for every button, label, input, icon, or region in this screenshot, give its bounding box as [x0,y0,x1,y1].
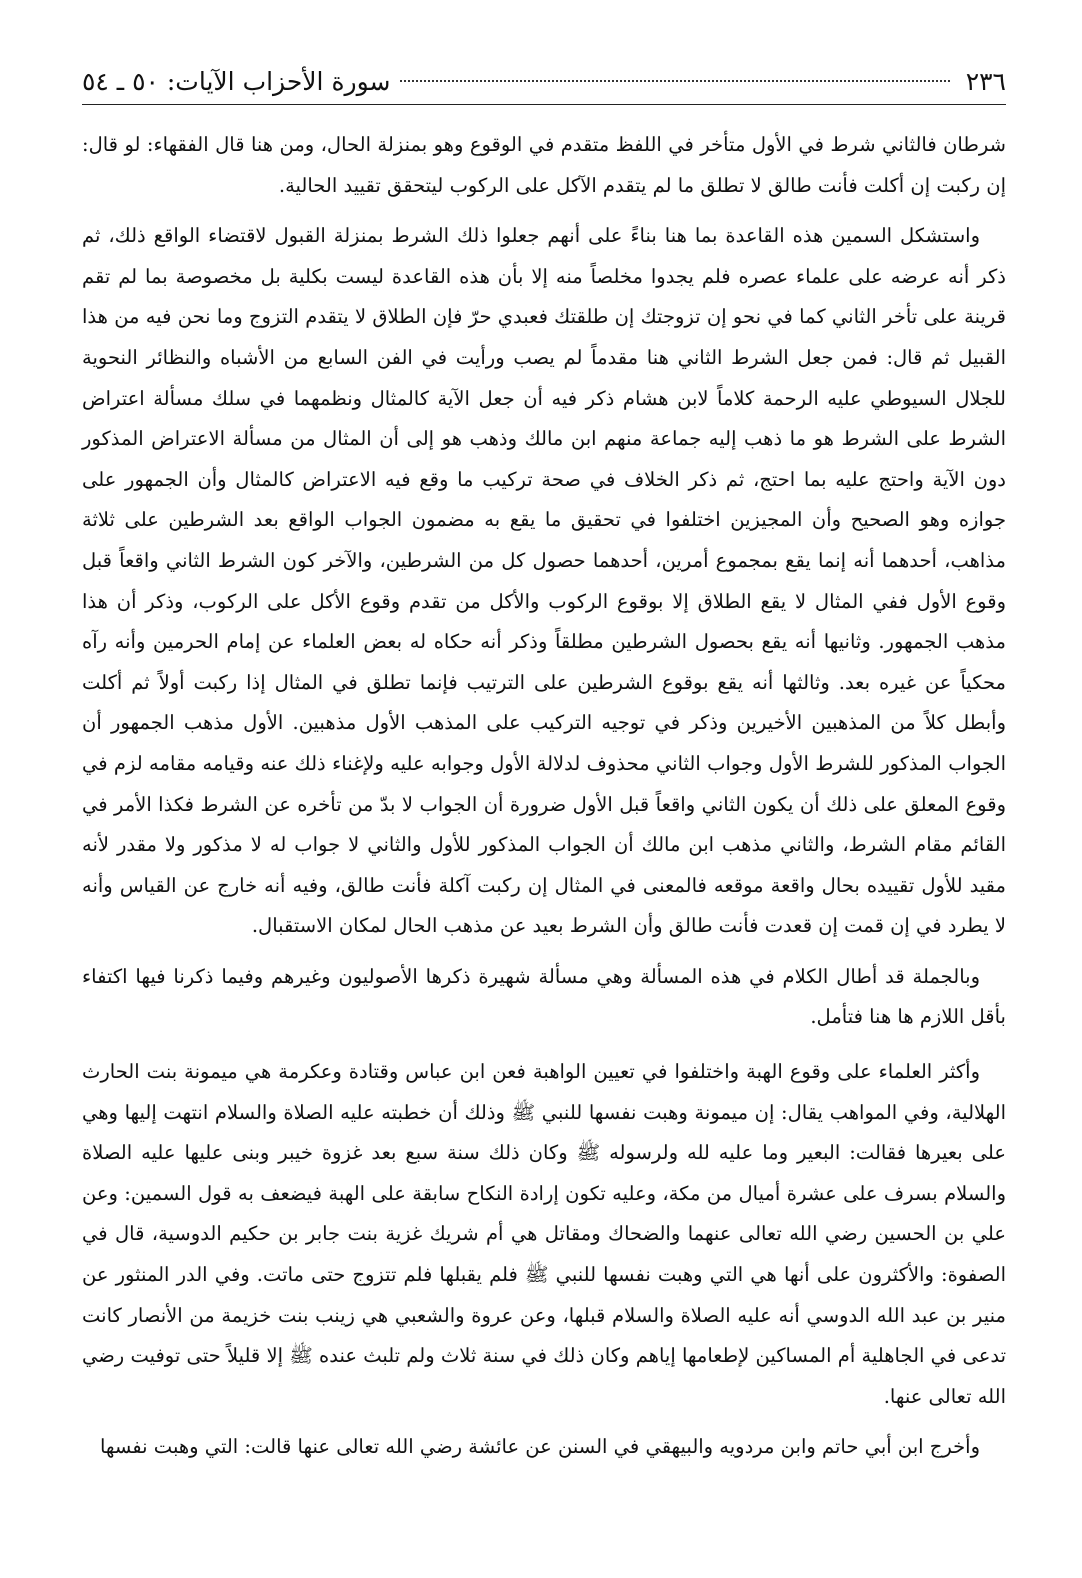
book-page [82,60,1006,1478]
paragraph: واستشكل السمين هذه القاعدة بما هنا بناءً على أنهم جعلوا ذلك الشرط بمنزلة القبول لاقتضاء الواقع ذلك، ثم ذكر أنه عرضه على علماء عصره فلم يجدوا مخلصاً منه إلا بأن هذه القاعدة ليست بكلية بل مخصوصة بما لم تقم قرينة على تأخر الثاني كما في نحو إن تزوجتك إن طلقتك فعبدي حرّ فإن الطلاق لا يتقدم التزوج وما نحن فيه من هذا القبيل ثم قال: فمن جعل الشرط الثاني هنا مقدماً لم يصب ورأيت في الفن السابع من الأشباه والنظائر النحوية للجلال السيوطي عليه الرحمة كلاماً لابن هشام ذكر فيه أن جعل الآية كالمثال ونظمهما في سلك مسألة اعتراض الشرط على الشرط هو ما ذهب إليه جماعة منهم ابن مالك وذهب هو إلى أن المثال من مسألة الاعتراض المذكور دون الآية واحتج عليه بما احتج، ثم ذكر الخلاف في صحة تركيب ما وقع فيه الاعتراض كالمثال وأن الجمهور على جوازه وهو الصحيح وأن المجيزين اختلفوا في تحقيق ما يقع به مضمون الجواب الواقع بعد الشرطين على ثلاثة مذاهب، أحدهما أنه إنما يقع بمجموع أمرين، أحدهما حصول كل من الشرطين، والآخر كون الشرط الثاني واقعاً قبل وقوع الأول ففي المثال لا يقع الطلاق إلا بوقوع الركوب والأكل من تقدم وقوع الأكل على الركوب، وذكر أن هذا مذهب الجمهور. وثانيها أنه يقع بحصول الشرطين مطلقاً وذكر أنه حكاه له بعض العلماء عن إمام الحرمين وأنه رآه محكياً عن غيره بعد. وثالثها أنه يقع بوقوع الشرطين على الترتيب فإنما تطلق في المثال إذا ركبت أولاً ثم أكلت وأبطل كلاً من المذهبين الأخيرين وذكر في توجيه التركيب على المذهب الأول مذهبين. الأول مذهب الجمهور أن الجواب المذكور للشرط الأول وجواب الثاني محذوف لدلالة الأول وجوابه عليه ولإغناء ذلك عنه وقيامه مقامه لزم في وقوع المعلق على ذلك أن يكون الثاني واقعاً قبل الأول ضرورة أن الجواب لا بدّ من تأخره عن الشرط فكذا الأمر في القائم مقام الشرط، والثاني مذهب ابن مالك أن الجواب المذكور للأول والثاني لا جواب له لا مذكور ولا مقدر لأنه مقيد للأول تقييده بحال واقعة موقعه فالمعنى في المثال إن ركبت آكلة فأنت طالق، وفيه أنه خارج عن القياس وأنه لا يطرد في إن قمت إن قعدت فأنت طالق وأن الشرط بعيد عن مذهب الحال لمكان الاستقبال. [82,224,1006,938]
page-header [82,60,1006,105]
paragraph: وبالجملة قد أطال الكلام في هذه المسألة وهي مسألة شهيرة ذكرها الأصوليون وغيرهم وفيما ذكرنا فيها اكتفاء بأقل اللازم ها هنا فتأمل. [82,964,1006,1029]
paragraph: وأخرج ابن أبي حاتم وابن مردويه والبيهقي في السنن عن عائشة رضي الله تعالى عنها قالت: التي وهبت نفسها [99,1435,980,1459]
header-leader-dots [400,80,949,82]
page-number: ٢٣٦ [965,67,1006,96]
running-title: سورة الأحزاب الآيات: ٥٠ ـ ٥٤ [82,67,391,96]
paragraph: وأكثر العلماء على وقوع الهبة واختلفوا في تعيين الواهبة فعن ابن عباس وقتادة وعكرمة هي ميمونة بنت الحارث الهلالية، وفي المواهب يقال: إن ميمونة وهبت نفسها للنبي ﷺ وذلك أن خطبته عليه الصلاة والسلام انتهت إليها وهي على بعيرها فقالت: البعير وما عليه لله ولرسوله ﷺ وكان ذلك سنة سبع بعد غزوة خيبر وبنى عليها عليه الصلاة والسلام بسرف على عشرة أميال من مكة، وعليه تكون إرادة النكاح سابقة على الهبة فيضعف به قول السمين: وعن علي بن الحسين رضي الله تعالى عنهما والضحاك ومقاتل هي أم شريك غزية بنت جابر بن حكيم الدوسية، قال في الصفوة: والأكثرون على أنها هي التي وهبت نفسها للنبي ﷺ فلم يقبلها فلم تتزوج حتى ماتت. وفي الدر المنثور عن منير بن عبد الله الدوسي أنه عليه الصلاة والسلام قبلها، وعن عروة والشعبي هي زينب بنت خزيمة من الأنصار كانت تدعى في الجاهلية أم المساكين لإطعامها إياهم وكان ذلك في سنة ثلاث ولم تلبث عنده ﷺ إلا قليلاً حتى توفيت رضي الله تعالى عنها. [82,1060,1006,1408]
paragraph: شرطان فالثاني شرط في الأول متأخر في اللفظ متقدم في الوقوع وهو بمنزلة الحال، ومن هنا قال الفقهاء: لو قال: إن ركبت إن أكلت فأنت طالق لا تطلق ما لم يتقدم الآكل على الركوب ليتحقق تقييد الحالية. [82,133,1006,197]
